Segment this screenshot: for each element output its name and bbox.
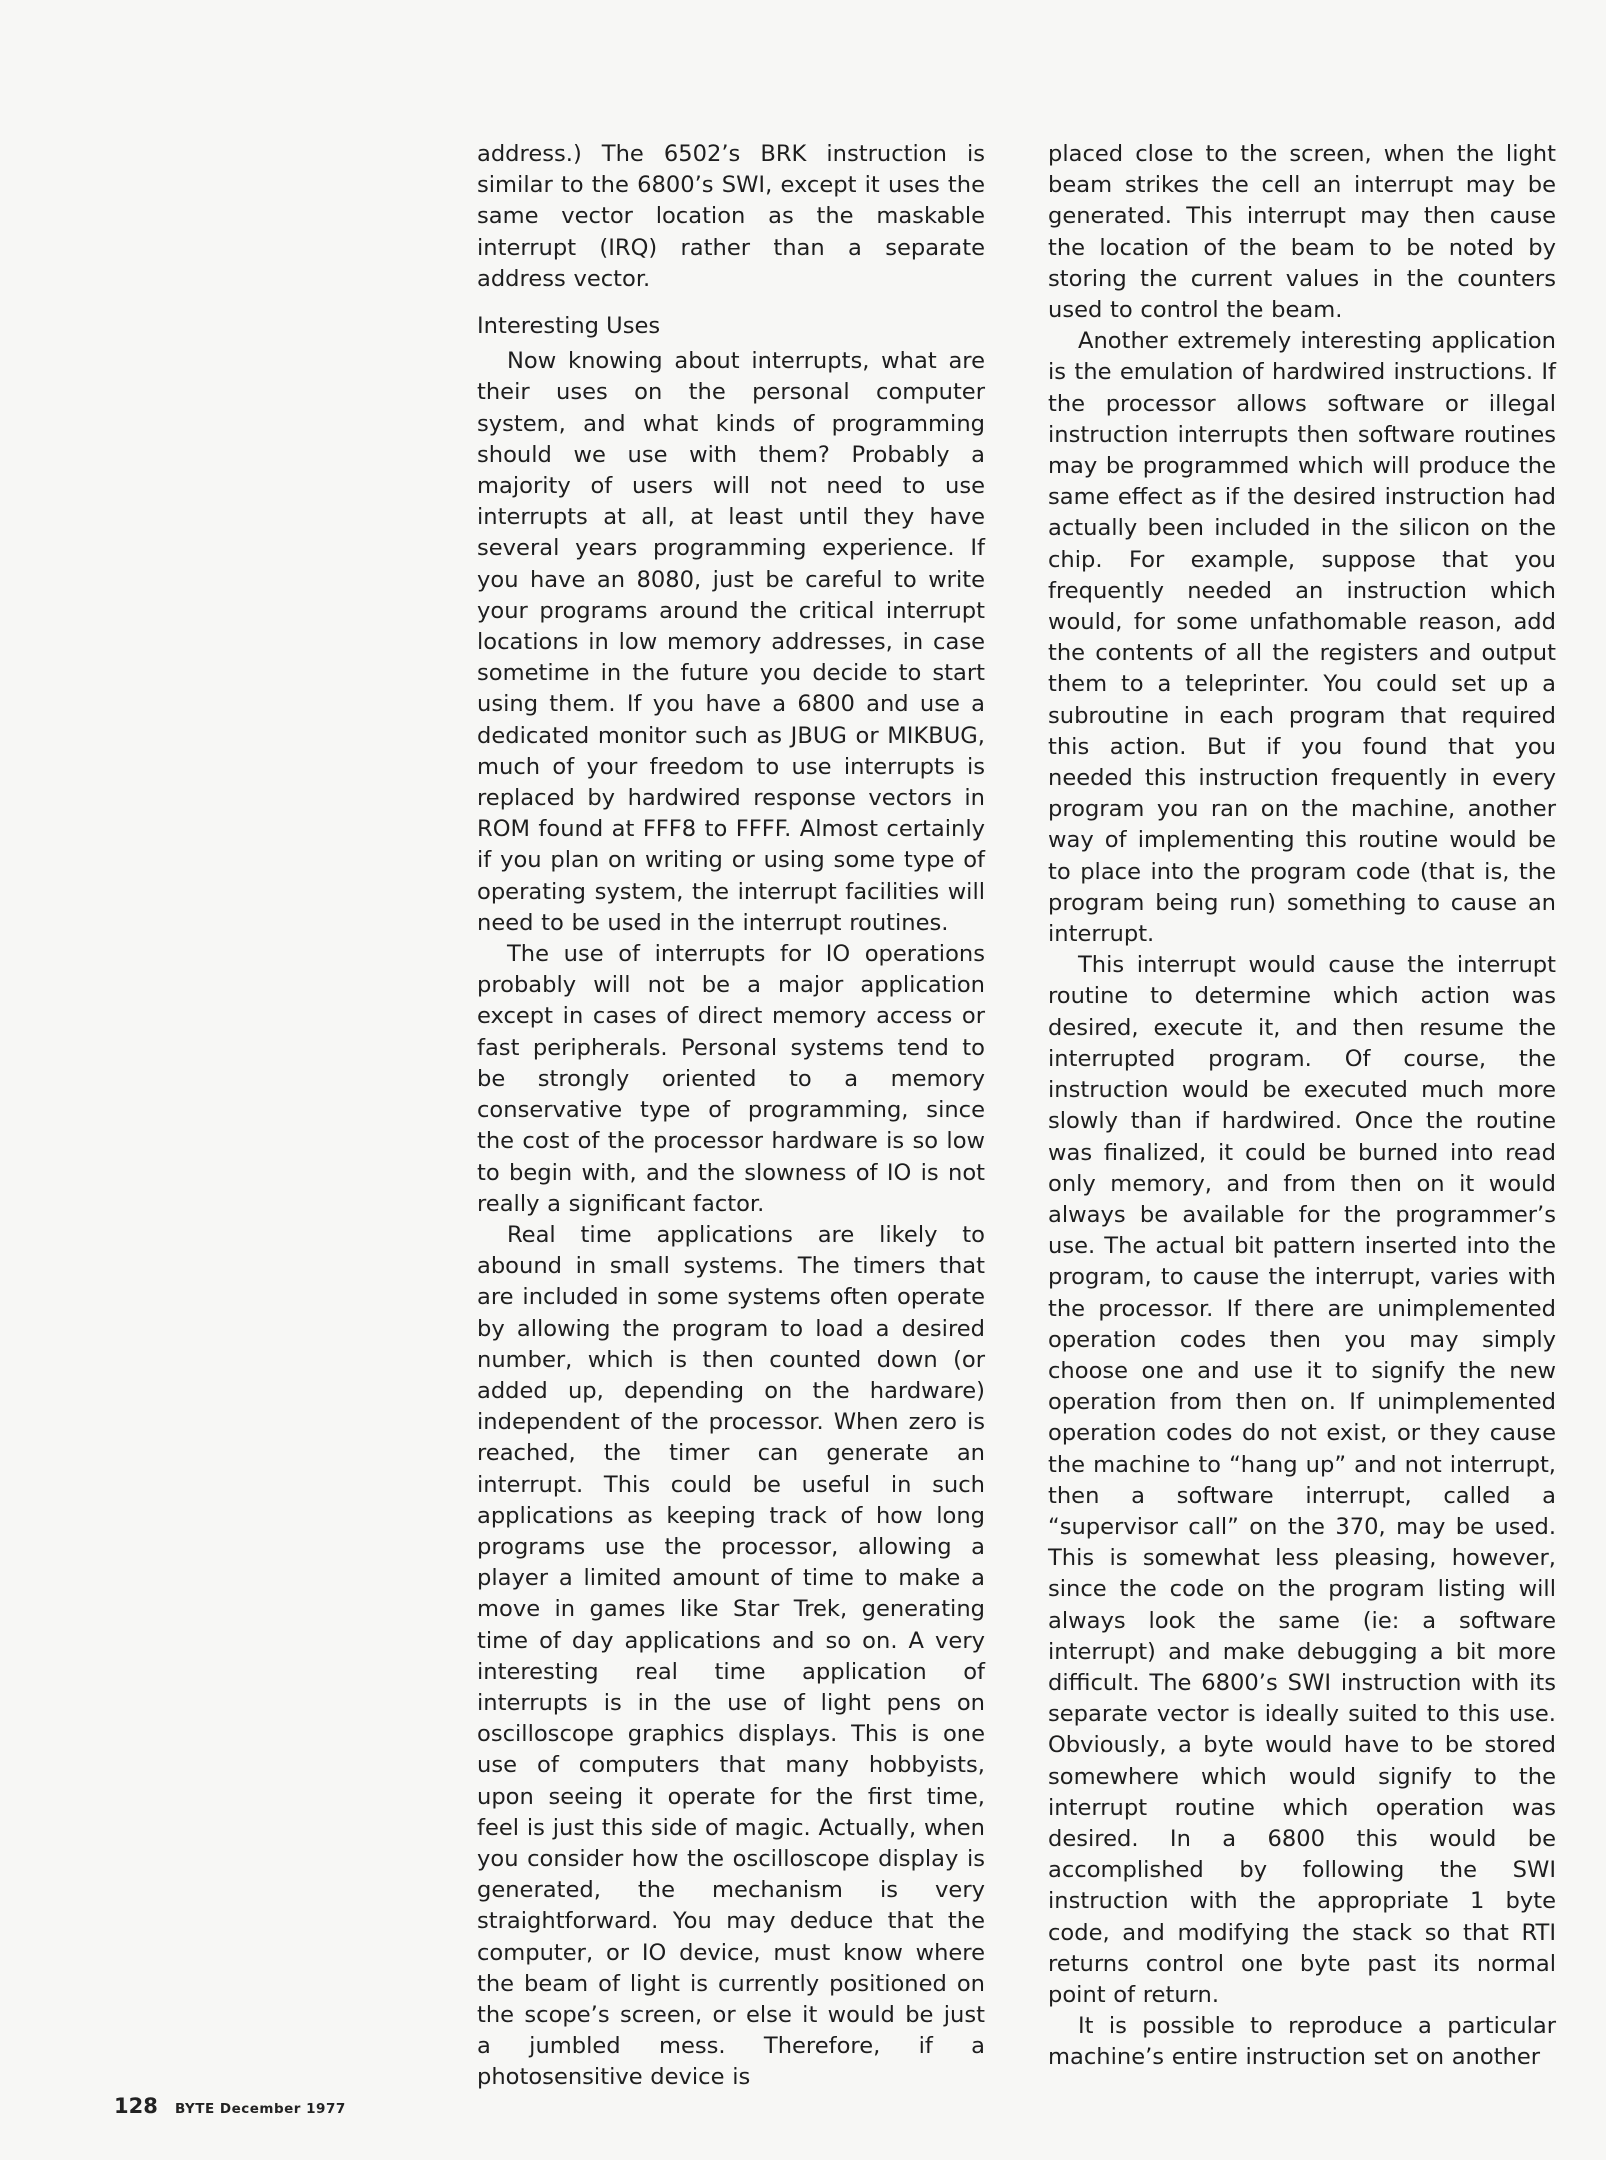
paragraph: The use of interrupts for IO operations probably will not be a major application except in cases of direct memory access or fast peripherals. Personal systems tend to be strongly oriented to a memory conservative type of programming, since the cost of the processor hardware is so low to begin with, and the slowness of IO is not really a significant factor. xyxy=(477,941,985,1217)
paragraph: This interrupt would cause the interrupt routine to determine which action was desired, execute it, and then resume the interrupted program. Of course, the instruction would be executed much more slowly than if hardwired. Once the routine was finalized, it could be burned into read only memory, and from then on it would always be available for the programmer’s use. The actual bit pattern inserted into the program, to cause the interrupt, varies with the processor. If there are unimplemented operation codes then you may simply choose one and use it to signify the new operation from then on. If unimplemented operation codes do not exist, or they cause the machine to “hang up” and not interrupt, then a software interrupt, called a “supervisor call” on the 370, may be used. This is somewhat less pleasing, however, since the code on the program listing will always look the same (ie: a software interrupt) and make debugging a bit more difficult. The 6800’s SWI instruction with its separate vector is ideally suited to this use. Obviously, a byte would have to be stored somewhere which would signify to the interrupt routine which operation was desired. In a 6800 this would be accomplished by following the SWI instruction with the appropriate 1 byte code, and modifying the stack so that RTI returns control one byte past its normal point of return. xyxy=(1048,952,1556,2008)
paragraph: placed close to the screen, when the light beam strikes the cell an interrupt may be generated. This interrupt may then cause the location of the beam to be noted by storing the current values in the counters used to control the beam. xyxy=(1048,141,1556,324)
magazine-issue: BYTE December 1977 xyxy=(174,2101,346,2117)
right-column xyxy=(1048,139,1556,2074)
left-column xyxy=(477,139,985,2094)
paragraph: It is possible to reproduce a particular machine’s entire instruction set on another xyxy=(1048,2013,1556,2071)
section-heading: Interesting Uses xyxy=(477,313,661,340)
paragraph: Now knowing about interrupts, what are their uses on the personal computer system, and what kinds of programming should we use with them? Probably a majority of users will not need to use interrupts at all, at least until they have several years programming experience. If you have an 8080, just be careful to write your programs around the critical interrupt locations in low memory addresses, in case sometime in the future you decide to start using them. If you have a 6800 and use a dedicated monitor such as JBUG or MIKBUG, much of your freedom to use interrupts is replaced by hardwired response vectors in ROM found at FFF8 to FFFF. Almost certainly if you plan on writing or using some type of operating system, the interrupt facilities will need to be used in the interrupt routines. xyxy=(477,348,985,936)
paragraph: Real time applications are likely to abound in small systems. The timers that are included in some systems often operate by allowing the program to load a desired number, which is then counted down (or added up, depending on the hardware) independent of the processor. When zero is reached, the timer can generate an interrupt. This could be useful in such applications as keeping track of how long programs use the processor, allowing a player a limited amount of time to make a move in games like Star Trek, generating time of day applications and so on. A very interesting real time application of interrupts is in the use of light pens on oscilloscope graphics displays. This is one use of computers that many hobbyists, upon seeing it operate for the first time, feel is just this side of magic. Actually, when you consider how the oscilloscope display is generated, the mechanism is very straightforward. You may deduce that the computer, or IO device, must know where the beam of light is currently positioned on the scope’s screen, or else it would be just a jumbled mess. Therefore, if a photosensitive device is xyxy=(477,1221,985,2091)
page-footer xyxy=(114,2094,346,2118)
paragraph: address.) The 6502’s BRK instruction is similar to the 6800’s SWI, except it uses the same vector location as the maskable interrupt (IRQ) rather than a separate address vector. xyxy=(477,141,985,292)
page-number: 128 xyxy=(114,2094,158,2118)
paragraph: Another extremely interesting application is the emulation of hardwired instructions. If the processor allows software or illegal instruction interrupts then software routines may be programmed which will produce the same effect as if the desired instruction had actually been included in the silicon on the chip. For example, suppose that you frequently needed an instruction which would, for some unfathomable reason, add the contents of all the registers and output them to a teleprinter. You could set up a subroutine in each program that required this action. But if you found that you needed this instruction frequently in every program you ran on the machine, another way of implementing this routine would be to place into the program code (that is, the program being run) something to cause an interrupt. xyxy=(1048,328,1556,948)
